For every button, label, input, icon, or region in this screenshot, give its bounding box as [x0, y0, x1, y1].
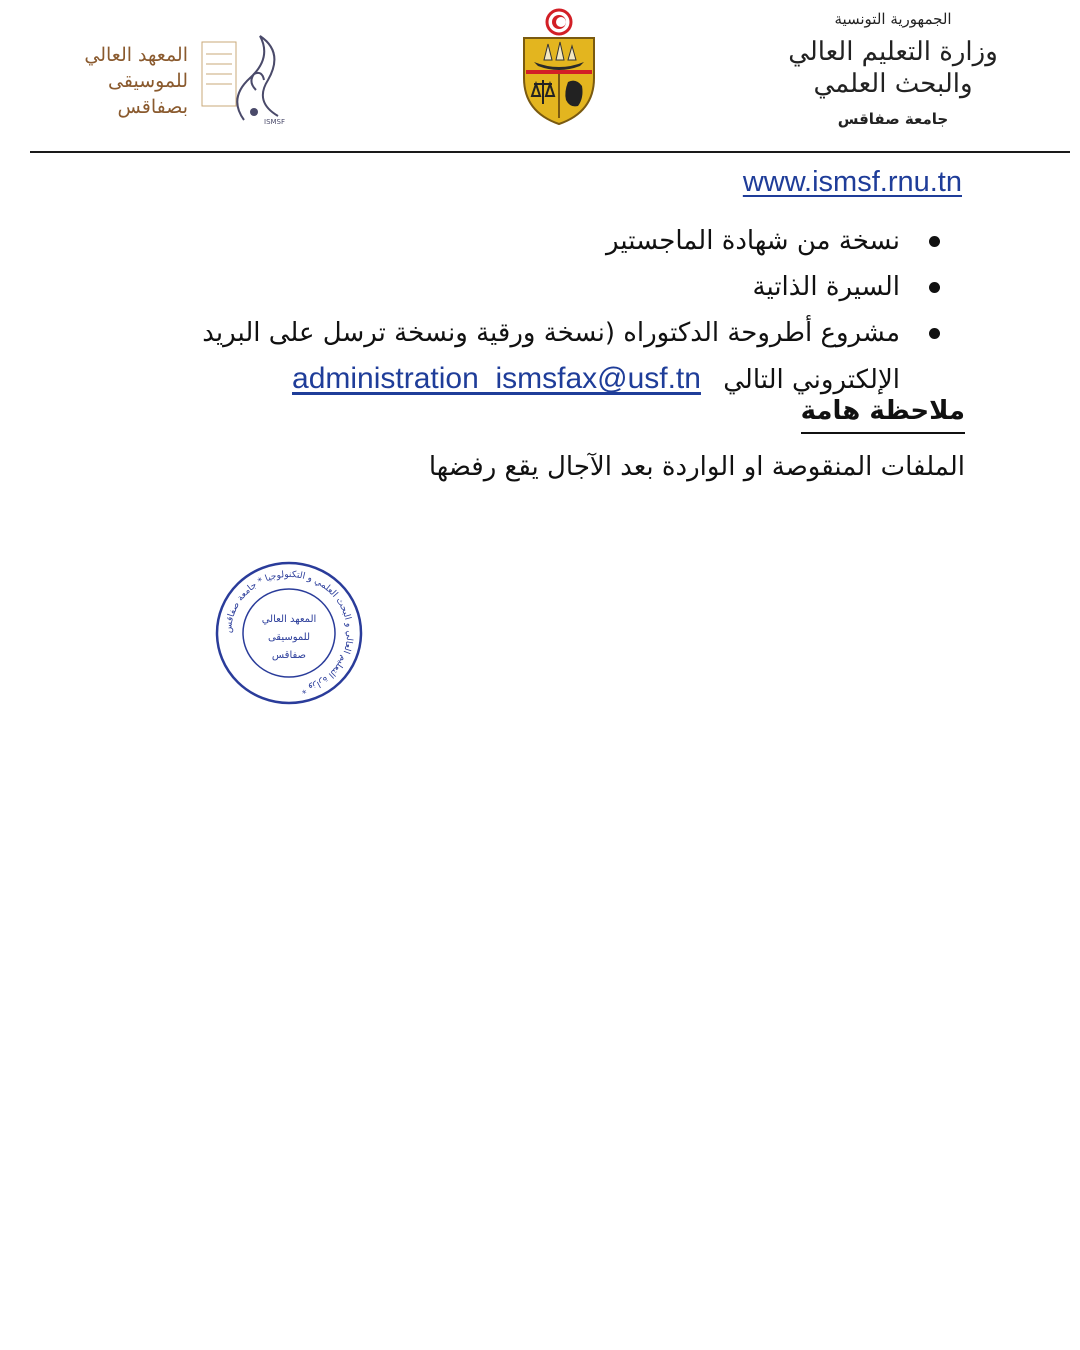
stamp-inner-line3: صفاقس	[271, 650, 307, 661]
institute-name	[58, 42, 188, 120]
ministry-name-line1: وزارة التعليم العالي	[788, 37, 998, 67]
institute-name-line3: بصفاقس	[117, 96, 188, 118]
email-link[interactable]: administration_ismsfax@usf.tn	[292, 362, 701, 395]
website-link[interactable]: www.ismsf.rnu.tn	[742, 166, 962, 198]
music-institute-logo-icon	[198, 28, 290, 128]
ministry-name-line2: والبحث العلمي	[813, 69, 973, 99]
stamp-inner-line2: للموسيقى	[267, 632, 311, 643]
institute-name-line1: المعهد العالي	[84, 44, 188, 66]
institute-logo-block	[58, 28, 288, 128]
bullet-icon	[929, 282, 940, 293]
requirement-text: مشروع أطروحة الدكتوراه (نسخة ورقية ونسخة ترسل على البريد	[202, 318, 900, 348]
header-divider	[30, 151, 1070, 153]
stamp-inner-line1: المعهد العالي	[261, 614, 317, 625]
stamp-ring-text: وزارة التعليم العالي و البحث العلمي و التكنولوجيا * جامعة صفاقس *	[223, 569, 355, 695]
list-item	[180, 264, 940, 310]
email-line	[180, 356, 900, 403]
republic-label: الجمهورية التونسية	[834, 10, 952, 28]
important-note-heading: ملاحظة هامة	[801, 396, 965, 434]
important-note-text: الملفات المنقوصة او الواردة بعد الآجال يقع رفضها	[428, 452, 965, 482]
letterhead	[0, 0, 1080, 150]
list-item	[180, 218, 940, 264]
requirement-text: نسخة من شهادة الماجستير	[606, 226, 900, 256]
institute-logo-caption: ISMSF	[264, 118, 286, 126]
bullet-icon	[929, 328, 940, 339]
requirement-text: السيرة الذاتية	[752, 272, 900, 302]
bullet-icon	[929, 236, 940, 247]
ministry-header	[768, 10, 1018, 128]
institute-name-line2: للموسيقى	[108, 70, 188, 92]
tunisia-coat-of-arms-icon	[518, 8, 600, 128]
list-item	[180, 310, 940, 403]
university-name: جامعة صفاقس	[837, 110, 949, 128]
official-stamp	[214, 560, 364, 706]
requirement-continuation: الإلكتروني التالي	[723, 365, 900, 395]
requirements-list	[180, 218, 940, 403]
